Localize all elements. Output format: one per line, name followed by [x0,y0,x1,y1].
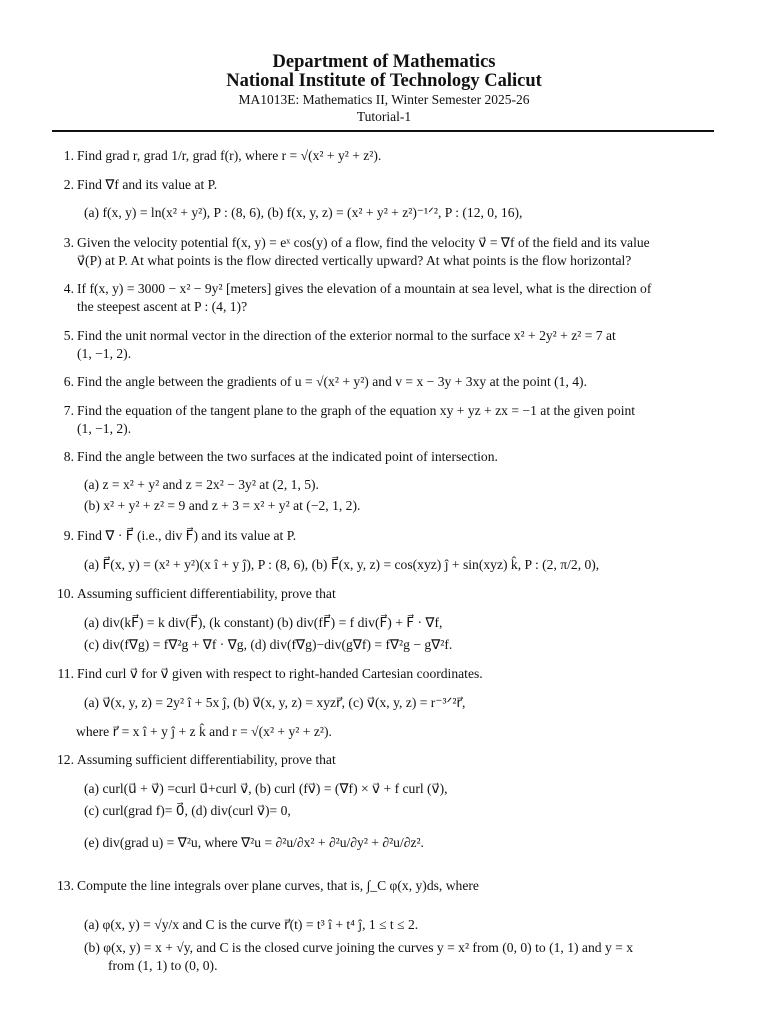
problem-number: 5. [63,328,74,343]
problem-number: 10. [57,586,74,601]
problem-text: Find the angle between the two surfaces at the indicated point of intersection. [77,449,498,464]
department-title: Department of Mathematics [272,52,496,72]
problem-text: Assuming sufficient differentiability, prove that [77,586,336,601]
problem-12-part-e: (e) div(grad u) = ∇²u, where ∇²u = ∂²u/∂x² + ∂²u/∂y² + ∂²u/∂z². [84,835,424,850]
problem-12-parts-ab: (a) curl(u⃗ + v⃗) =curl u⃗+curl v⃗, (b) curl (fv⃗) = (∇f) × v⃗ + f curl (v⃗), [84,781,448,796]
problem-12-parts-cd: (c) curl(grad f)= 0⃗, (d) div(curl v⃗)= 0, [84,803,291,818]
problem-text-line-1: Find the equation of the tangent plane to the graph of the equation xy + yz + zx = −1 at the given point [77,403,636,418]
problem-10-parts-ab: (a) div(kF⃗) = k div(F⃗), (k constant) (b) div(fF⃗) = f div(F⃗) + F⃗ · ∇f, [84,615,443,630]
problem-13-part-a: (a) φ(x, y) = √y/x and C is the curve r⃗(t) = t³ î + t⁴ ĵ, 1 ≤ t ≤ 2. [84,917,419,932]
problem-text-line-2: v⃗(P) at P. At what points is the flow directed vertically upward? At what points is the flow horizontal? [77,253,632,268]
problem-number: 7. [63,403,74,418]
problem-number: 3. [63,235,74,250]
problem-11-parts: (a) v⃗(x, y, z) = 2y² î + 5x ĵ, (b) v⃗(x, y, z) = xyzr⃗, (c) v⃗(x, y, z) = r⁻³ᐟ²r⃗, [84,695,466,710]
problem-text-line-1: Find the unit normal vector in the direction of the exterior normal to the surface x² + 2y² + z² = 7 at [77,328,616,343]
problem-text: Find the angle between the gradients of u = √(x² + y²) and v = x − 3y + 3xy at the point (1, 4). [77,374,587,389]
problem-number: 4. [63,281,74,296]
problem-10-parts-cd: (c) div(f∇g) = f∇²g + ∇f · ∇g, (d) div(f∇g)−div(g∇f) = f∇²g − g∇²f. [84,637,453,652]
problem-text-line-2: the steepest ascent at P : (4, 1)? [77,299,248,314]
problem-text: Find ∇ · F⃗ (i.e., div F⃗) and its value at P. [77,528,297,543]
problem-text: Assuming sufficient differentiability, prove that [77,752,336,767]
problem-number: 11. [57,666,74,681]
problem-number: 2. [63,177,74,192]
problem-text-line-2: (1, −1, 2). [77,421,132,436]
problem-11-where: where r⃗ = x î + y ĵ + z k̂ and r = √(x² + y² + z²). [76,724,332,739]
problem-number: 1. [63,148,74,163]
problem-8-part-a: (a) z = x² + y² and z = 2x² − 3y² at (2, 1, 5). [84,477,319,492]
problem-text: Find ∇f and its value at P. [77,177,218,192]
problem-number: 12. [57,752,74,767]
problem-text-line-1: If f(x, y) = 3000 − x² − 9y² [meters] gives the elevation of a mountain at sea level, what is the direction of [77,281,652,296]
problem-text: Find curl v⃗ for v⃗ given with respect to right-handed Cartesian coordinates. [77,666,483,681]
problem-number: 9. [63,528,74,543]
course-line: MA1013E: Mathematics II, Winter Semester 2025-26 [238,92,530,107]
problem-text: Find grad r, grad 1/r, grad f(r), where r = √(x² + y² + z²). [77,148,382,163]
institute-title: National Institute of Technology Calicut [226,71,542,91]
tutorial-line: Tutorial-1 [356,109,412,124]
problem-text-line-1: Given the velocity potential f(x, y) = eˣ cos(y) of a flow, find the velocity v⃗ = ∇f of the field and its value [77,235,650,250]
problem-13-part-b-line-1: (b) φ(x, y) = x + √y, and C is the closed curve joining the curves y = x² from (0, 0) to (1, 1) and y = x [84,940,633,955]
problem-8-part-b: (b) x² + y² + z² = 9 and z + 3 = x² + y² at (−2, 1, 2). [84,498,361,513]
problem-2-parts: (a) f(x, y) = ln(x² + y²), P : (8, 6), (b) f(x, y, z) = (x² + y² + z²)⁻¹ᐟ², P : (12, 0, 16), [84,205,523,220]
problem-text: Compute the line integrals over plane curves, that is, ∫_C φ(x, y)ds, where [77,878,479,893]
problem-13-part-b-line-2: from (1, 1) to (0, 0). [108,958,218,973]
problem-text-line-2: (1, −1, 2). [77,346,132,361]
header-rule [52,130,714,132]
problem-number: 6. [63,374,74,389]
problem-9-parts: (a) F⃗(x, y) = (x² + y²)(x î + y ĵ), P : (8, 6), (b) F⃗(x, y, z) = cos(xyz) ĵ + sin(xyz) k̂, P : (2, π/2, 0), [84,557,600,572]
problem-number: 13. [57,878,74,893]
problem-number: 8. [63,449,74,464]
